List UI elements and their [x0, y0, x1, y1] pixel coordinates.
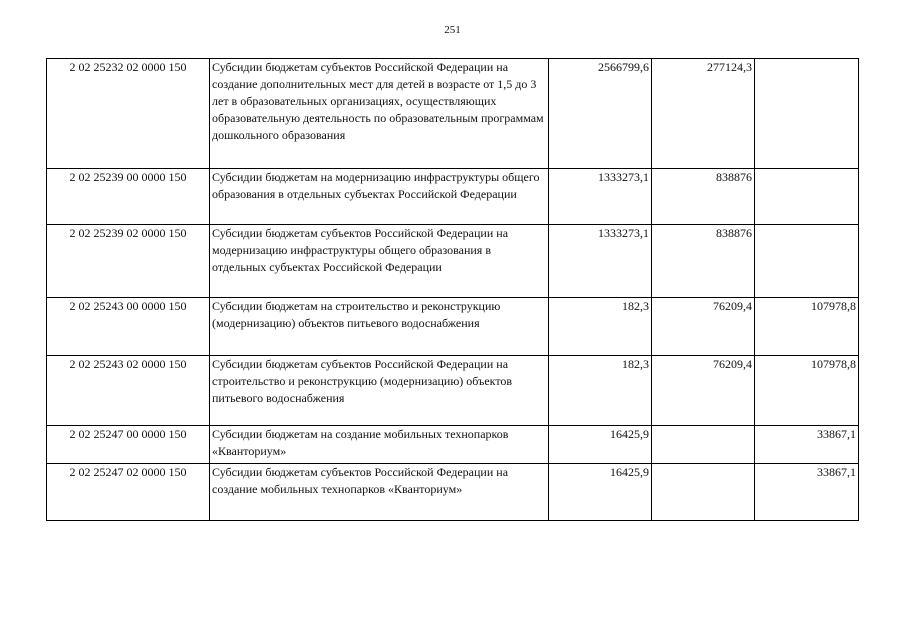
row-description: Субсидии бюджетам субъектов Российской Федерации на создание мобильных технопарков «Кванториум» — [210, 464, 549, 521]
amount-col-1: 182,3 — [549, 298, 652, 356]
amount-col-2: 76209,4 — [652, 356, 755, 426]
row-description: Субсидии бюджетам на строительство и реконструкцию (модернизацию) объектов питьевого водоснабжения — [210, 298, 549, 356]
table-row — [47, 59, 859, 169]
amount-col-3: 33867,1 — [755, 464, 859, 521]
row-description: Субсидии бюджетам на создание мобильных технопарков «Кванториум» — [210, 426, 549, 464]
amount-col-3: 33867,1 — [755, 426, 859, 464]
amount-col-2: 838876 — [652, 169, 755, 225]
amount-col-3: 107978,8 — [755, 298, 859, 356]
table-row — [47, 169, 859, 225]
budget-table — [46, 58, 859, 521]
budget-code: 2 02 25232 02 0000 150 — [47, 59, 210, 169]
budget-code: 2 02 25239 00 0000 150 — [47, 169, 210, 225]
amount-col-3 — [755, 169, 859, 225]
amount-col-3 — [755, 59, 859, 169]
amount-col-2 — [652, 464, 755, 521]
row-description: Субсидии бюджетам субъектов Российской Федерации на создание дополнительных мест для детей в возрасте от 1,5 до 3 лет в образовательных организациях, осуществляющих образовательную деятельность по образовательным программам дошкольного образования — [210, 59, 549, 169]
budget-code: 2 02 25239 02 0000 150 — [47, 225, 210, 298]
budget-code: 2 02 25247 02 0000 150 — [47, 464, 210, 521]
table-row — [47, 298, 859, 356]
budget-code: 2 02 25247 00 0000 150 — [47, 426, 210, 464]
amount-col-1: 2566799,6 — [549, 59, 652, 169]
row-description: Субсидии бюджетам субъектов Российской Федерации на строительство и реконструкцию (модернизацию) объектов питьевого водоснабжения — [210, 356, 549, 426]
budget-code: 2 02 25243 00 0000 150 — [47, 298, 210, 356]
amount-col-1: 16425,9 — [549, 464, 652, 521]
table-row — [47, 356, 859, 426]
amount-col-2: 277124,3 — [652, 59, 755, 169]
amount-col-3: 107978,8 — [755, 356, 859, 426]
table-row — [47, 464, 859, 521]
amount-col-1: 16425,9 — [549, 426, 652, 464]
budget-code: 2 02 25243 02 0000 150 — [47, 356, 210, 426]
amount-col-1: 1333273,1 — [549, 225, 652, 298]
table-row — [47, 225, 859, 298]
row-description: Субсидии бюджетам на модернизацию инфраструктуры общего образования в отдельных субъектах Российской Федерации — [210, 169, 549, 225]
table-row — [47, 426, 859, 464]
amount-col-2: 76209,4 — [652, 298, 755, 356]
amount-col-1: 1333273,1 — [549, 169, 652, 225]
amount-col-3 — [755, 225, 859, 298]
amount-col-2 — [652, 426, 755, 464]
page-number: 251 — [444, 24, 461, 36]
amount-col-2: 838876 — [652, 225, 755, 298]
row-description: Субсидии бюджетам субъектов Российской Федерации на модернизацию инфраструктуры общего образования в отдельных субъектах Российской Федерации — [210, 225, 549, 298]
amount-col-1: 182,3 — [549, 356, 652, 426]
